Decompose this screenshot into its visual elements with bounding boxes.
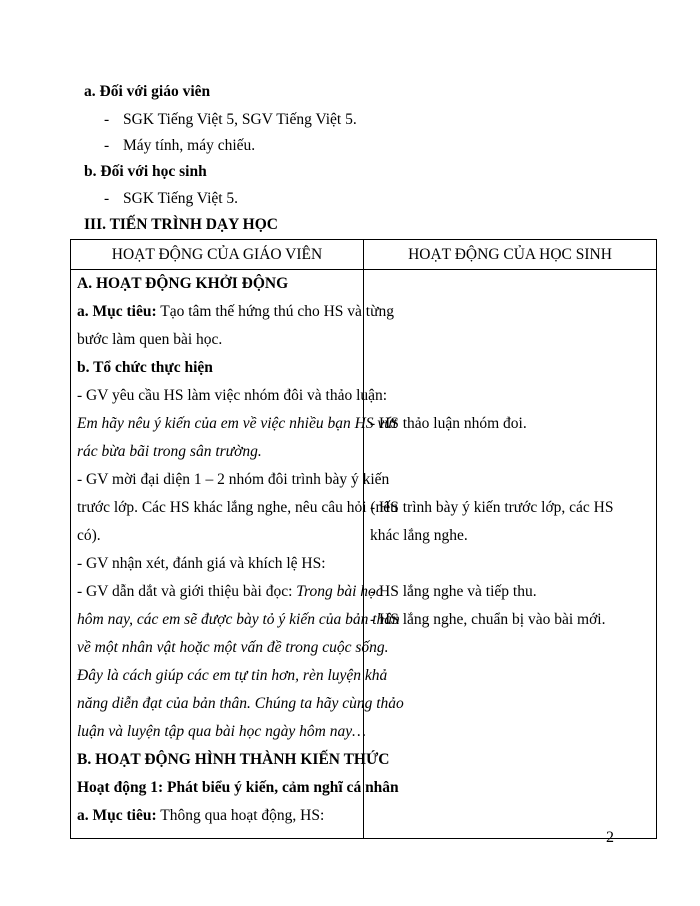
step2-text: - GV mời đại diện 1 – 2 nhóm đôi trình bày ý kiến (77, 471, 390, 488)
column-header-teacher: HOẠT ĐỘNG CỦA GIÁO VIÊN (71, 240, 364, 270)
step4-italic: hôm nay, các em sẽ được bày tỏ ý kiến của bản thân (77, 611, 400, 628)
step4-line (77, 606, 400, 634)
page-number: 2 (606, 829, 614, 846)
goal2-line (77, 802, 357, 830)
step4-line (77, 662, 388, 690)
step4-line (77, 690, 404, 718)
goal-label: a. Mục tiêu: (77, 303, 157, 320)
step4-line (77, 634, 389, 662)
step2-text: trước lớp. Các HS khác lắng nghe, nêu câu hỏi (nếu (77, 499, 398, 516)
table-row (71, 270, 657, 839)
lesson-plan-table (70, 239, 657, 839)
column-header-student: HOẠT ĐỘNG CỦA HỌC SINH (364, 240, 657, 270)
step4-italic: về một nhân vật hoặc một vấn đề trong cuộc sống. (77, 639, 389, 656)
list-item: SGK Tiếng Việt 5, SGV Tiếng Việt 5. (123, 111, 357, 128)
step1-text: - GV yêu cầu HS làm việc nhóm đôi và thảo luận: (77, 387, 388, 404)
section-a-heading: a. Đối với giáo viên (84, 83, 211, 100)
list-item: SGK Tiếng Việt 5. (123, 190, 239, 207)
step4-italic: luận và luyện tập qua bài học ngày hôm nay… (77, 723, 366, 740)
step4-line (77, 718, 366, 746)
step4-italic: năng diễn đạt của bản thân. Chúng ta hãy cùng thảo (77, 695, 404, 712)
step3-text: - GV nhận xét, đánh giá và khích lệ HS: (77, 555, 326, 572)
list-bullet: - (104, 111, 110, 128)
step4-italic: Đây là cách giúp các em tự tin hơn, rèn luyện khả (77, 667, 388, 684)
table-header-row (71, 240, 657, 270)
heading-warmup: A. HOẠT ĐỘNG KHỞI ĐỘNG (77, 275, 289, 292)
step1-italic: Em hãy nêu ý kiến của em về việc nhiều bạn HS vứt (77, 415, 398, 432)
step2-text: có). (77, 527, 101, 544)
goal2-label: a. Mục tiêu: (77, 807, 157, 824)
section-b-heading: b. Đối với học sinh (84, 163, 207, 180)
student-response: - HS thảo luận nhóm đoi. (370, 415, 527, 432)
goal2-text: Thông qua hoạt động, HS: (156, 807, 325, 824)
goal-text: Tạo tâm thế hứng thú cho HS và từng (156, 303, 394, 320)
step1-question-cont (77, 438, 357, 466)
step4-italic: Trong bài học (296, 583, 383, 600)
organization-heading: b. Tổ chức thực hiện (77, 359, 213, 376)
student-activity-cell (364, 270, 657, 839)
list-bullet: - (104, 190, 110, 207)
goal-line (77, 298, 394, 326)
step4-text: - GV dẫn dắt và giới thiệu bài đọc: (77, 583, 297, 600)
list-bullet: - (104, 137, 110, 154)
section-iii-heading: III. TIẾN TRÌNH DẠY HỌC (84, 216, 278, 233)
step1-italic: rác bừa bãi trong sân trường. (77, 443, 262, 460)
heading-knowledge: B. HOẠT ĐỘNG HÌNH THÀNH KIẾN THỨC (77, 751, 390, 768)
step4-line (77, 578, 383, 606)
student-response: - HS lắng nghe, chuẩn bị vào bài mới. (370, 611, 606, 628)
teacher-activity-cell (71, 270, 404, 839)
student-response: - HS trình bày ý kiến trước lớp, các HS (370, 499, 614, 516)
goal-text-cont: bước làm quen bài học. (77, 331, 223, 348)
activity1-heading: Hoạt động 1: Phát biểu ý kiến, cảm nghĩ cá nhân (77, 779, 399, 796)
student-response: - HS lắng nghe và tiếp thu. (370, 583, 537, 600)
student-response: khác lắng nghe. (370, 527, 468, 544)
step1-question (77, 410, 398, 438)
list-item: Máy tính, máy chiếu. (123, 137, 256, 154)
